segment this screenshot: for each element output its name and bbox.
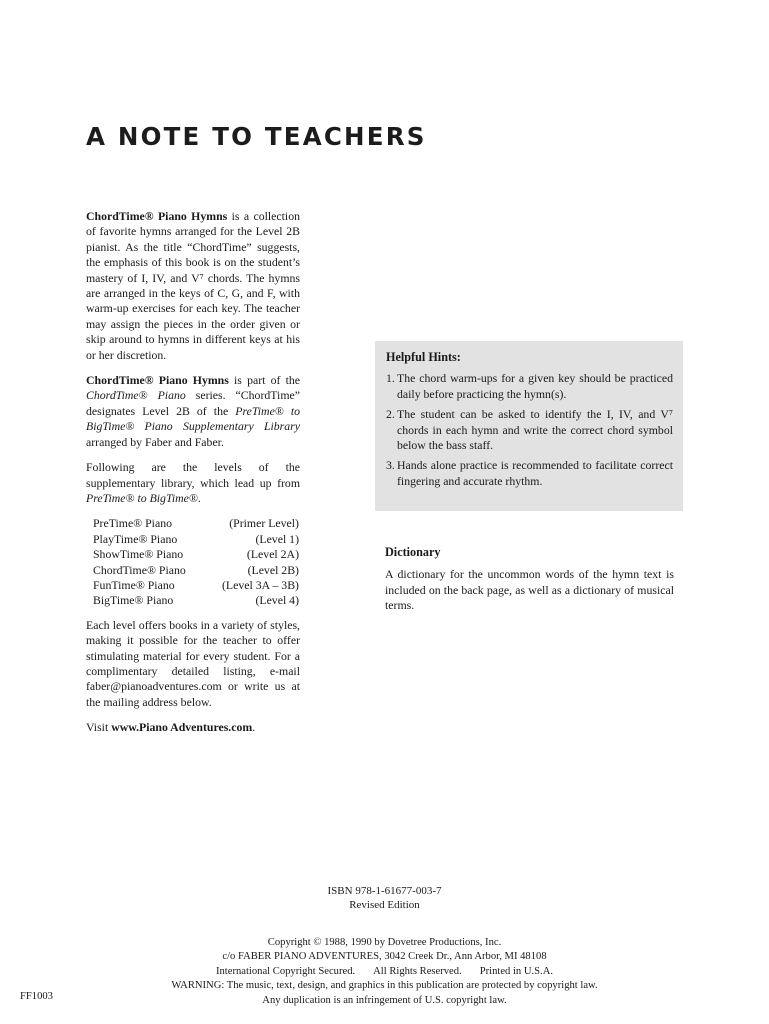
level-name: PreTime® Piano — [93, 516, 172, 531]
intro-paragraph-3 — [86, 460, 300, 506]
book-title: ChordTime® Piano Hymns — [86, 209, 228, 223]
dictionary-title: Dictionary — [385, 545, 441, 559]
hint-number: 1. — [386, 371, 395, 386]
intro-text-2a: is part of the — [228, 373, 300, 388]
level-row — [93, 532, 299, 547]
intro-paragraph-4: Each level offers books in a variety of styles, making it possible for the teacher to offer stimulating material for every student. For a complimentary detailed listing, e-mail faber@pianoadventures.com or write us at the mailing address below. — [86, 617, 300, 709]
warning-line: WARNING: The music, text, design, and graphics in this publication are protected by copyright law. — [171, 980, 598, 992]
visit-end: . — [252, 720, 256, 735]
level-value: (Level 2A) — [246, 547, 299, 562]
isbn: ISBN 978-1-61677-003-7 — [327, 885, 442, 897]
intro-paragraph-1 — [86, 209, 300, 363]
intro-text-2b: series. “ChordTime” designates Level 2B of the — [86, 388, 300, 418]
intro-text-1: is a collection of favorite hymns arranged for the Level 2B pianist. As the title “ChordTime” suggests, the emphasis of this book is on the student’s mastery of I, IV, and V⁷ chords. The hymns are arranged in the keys of C, G, and F, with warm-up exercises for each key. The teacher may assign the pieces in the order given or skip around to hymns in different keys at his or her discretion. — [86, 209, 300, 362]
all-rights: All Rights Reserved. — [373, 965, 462, 977]
level-name: PlayTime® Piano — [93, 531, 178, 546]
level-name: ShowTime® Piano — [93, 547, 184, 562]
level-value: (Primer Level) — [229, 516, 299, 531]
helpful-hints-box — [375, 341, 683, 511]
dictionary-section — [385, 545, 674, 614]
level-row — [93, 578, 299, 593]
level-name: ChordTime® Piano — [93, 562, 186, 577]
printed-in: Printed in U.S.A. — [479, 965, 553, 977]
level-value: (Level 2B) — [247, 562, 299, 577]
library-name: PreTime® to BigTime® Piano Supplementary Library — [86, 403, 300, 434]
level-value: (Level 4) — [255, 593, 299, 608]
level-row — [93, 563, 299, 578]
intro-text-3: Following are the levels of the supplementary library, which lead up from — [86, 460, 300, 490]
hints-title: Helpful Hints: — [386, 350, 461, 364]
intro-column — [86, 209, 300, 746]
series-name: ChordTime® Piano — [86, 388, 186, 403]
level-row — [93, 547, 299, 562]
edition: Revised Edition — [349, 899, 420, 912]
level-row — [93, 593, 299, 608]
copyright-block — [0, 936, 769, 1008]
library-range: PreTime® to BigTime® — [86, 490, 198, 505]
publisher-address: c/o FABER PIANO ADVENTURES, 3042 Creek Dr., Ann Arbor, MI 48108 — [222, 951, 547, 963]
hint-item — [386, 458, 673, 489]
intro-paragraph-2 — [86, 373, 300, 450]
website-link[interactable]: www.Piano Adventures.com — [111, 720, 253, 735]
visit-text: Visit — [86, 720, 112, 735]
duplication-line: Any duplication is an infringement of U.S. copyright law. — [262, 994, 507, 1006]
hints-list — [386, 371, 673, 489]
book-title: ChordTime® Piano Hymns — [86, 373, 229, 388]
isbn-block — [0, 884, 769, 913]
page-title: A NOTE TO TEACHERS — [86, 122, 427, 151]
intro-text-3-end: . — [197, 490, 201, 505]
intl-copyright: International Copyright Secured. — [215, 965, 356, 977]
intro-text-2c: arranged by Faber and Faber. — [86, 434, 224, 449]
visit-line — [86, 720, 300, 735]
copyright-line: Copyright © 1988, 1990 by Dovetree Productions, Inc. — [267, 937, 502, 948]
hint-item — [386, 407, 673, 453]
level-value: (Level 3A – 3B) — [222, 577, 299, 592]
product-code: FF1003 — [20, 991, 53, 1002]
hint-item — [386, 371, 673, 402]
level-name: BigTime® Piano — [93, 593, 174, 608]
hint-number: 2. — [386, 407, 395, 422]
hint-text: Hands alone practice is recommended to facilitate correct fingering and accurate rhythm. — [397, 458, 673, 488]
levels-list — [93, 516, 300, 608]
level-value: (Level 1) — [255, 531, 299, 546]
level-name: FunTime® Piano — [93, 577, 175, 592]
rights-line — [0, 965, 769, 979]
hint-text: The student can be asked to identify the I, IV, and V⁷ chords in each hymn and write the correct chord symbol below the bass staff. — [397, 407, 673, 453]
hint-number: 3. — [386, 458, 395, 473]
dictionary-text: A dictionary for the uncommon words of the hymn text is included on the back page, as well as a dictionary of musical terms. — [385, 567, 674, 613]
level-row — [93, 516, 299, 531]
hint-text: The chord warm-ups for a given key should be practiced daily before practicing the hymn(s). — [397, 371, 673, 401]
